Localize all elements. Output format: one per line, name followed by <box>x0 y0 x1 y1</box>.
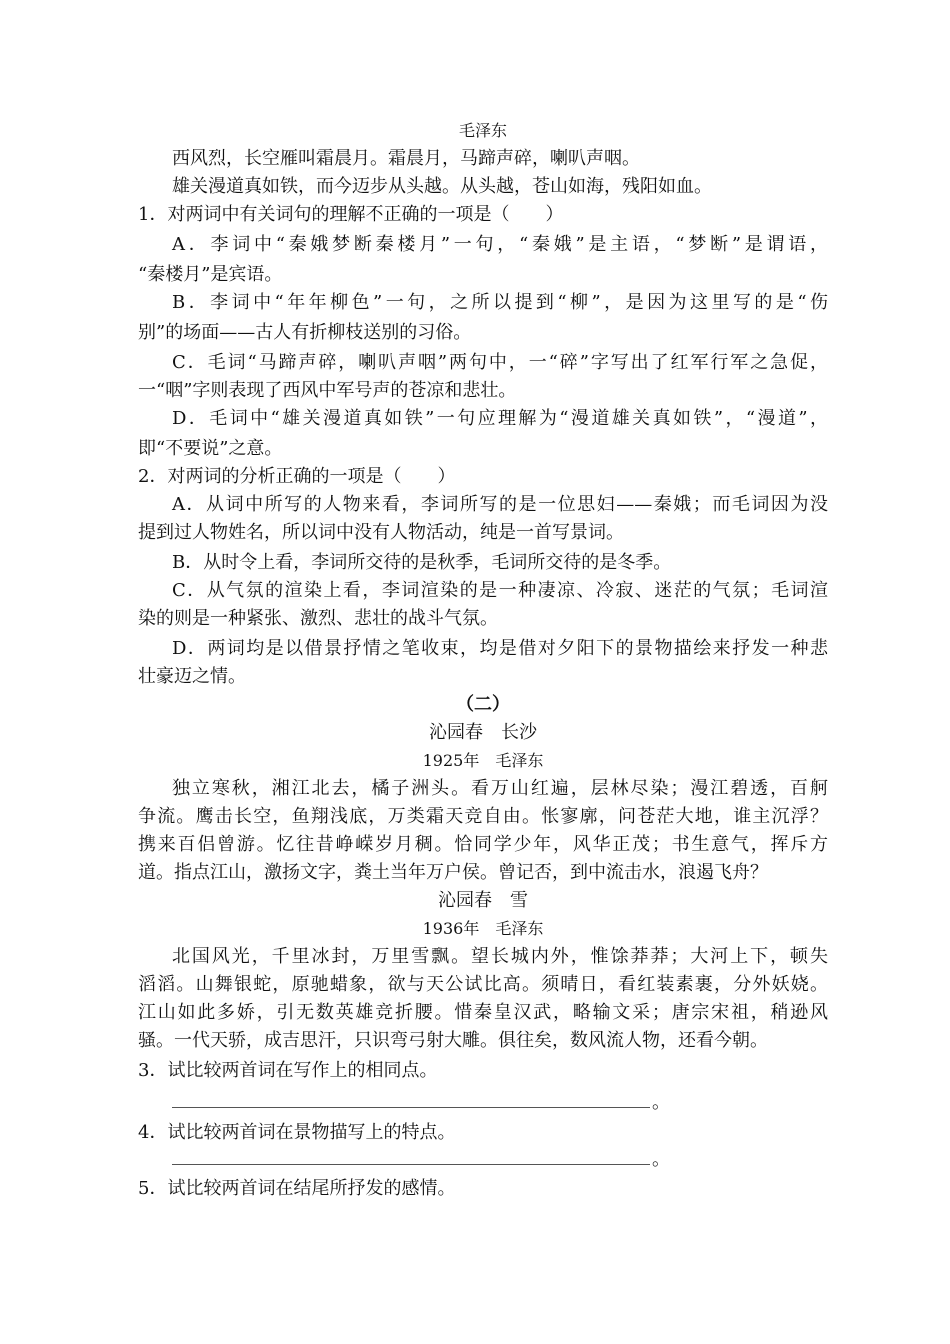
poem-byline: 1936年 毛泽东 <box>422 919 544 938</box>
question-4-answer-line[interactable] <box>172 1164 650 1165</box>
poem-title: 沁园春 长沙 <box>429 722 537 743</box>
poem-author: 毛泽东 <box>458 121 507 140</box>
question-4-stem: 4．试比较两首词在景物描写上的特点。 <box>138 1122 456 1143</box>
poem-line: 携来百侣曾游。忆往昔峥嵘岁月稠。恰同学少年，风华正茂；书生意气，挥斥方 <box>138 834 828 855</box>
poem-line: 争流。鹰击长空，鱼翔浅底，万类霜天竞自由。怅寥廓，问苍茫大地，谁主沉浮？ <box>138 806 828 827</box>
question-1-option-d-cont: 即“不要说”之意。 <box>138 438 283 459</box>
question-5-stem: 5．试比较两首词在结尾所抒发的感情。 <box>138 1178 456 1199</box>
poem-line: 江山如此多娇，引无数英雄竞折腰。惜秦皇汉武，略输文采；唐宗宋祖，稍逊风 <box>138 1002 828 1023</box>
poem-line: 道。指点江山，激扬文字，粪土当年万户侯。曾记否，到中流击水，浪遏飞舟？ <box>138 862 768 883</box>
question-2-option-d: D．两词均是以借景抒情之笔收束，均是借对夕阳下的景物描绘来抒发一种悲 <box>172 638 828 659</box>
poem-line: 雄关漫道真如铁，而今迈步从头越。从头越，苍山如海，残阳如血。 <box>172 176 712 197</box>
question-2-option-d-cont: 壮豪迈之情。 <box>138 666 246 687</box>
question-2-option-b: B．从时令上看，李词所交待的是秋季，毛词所交待的是冬季。 <box>172 552 672 573</box>
question-1-stem: 1．对两词中有关词句的理解不正确的一项是（ ） <box>138 204 564 225</box>
question-2-option-a: A．从词中所写的人物来看，李词所写的是一位思妇——秦娥；而毛词因为没 <box>172 494 828 515</box>
question-2-option-c-cont: 染的则是一种紧张、激烈、悲壮的战斗气氛。 <box>138 608 498 629</box>
poem-line: 独立寒秋，湘江北去，橘子洲头。看万山红遍，层林尽染；漫江碧透，百舸 <box>172 778 828 799</box>
poem-line: 西风烈，长空雁叫霜晨月。霜晨月，马蹄声碎，喇叭声咽。 <box>172 148 640 169</box>
question-2-option-c: C．从气氛的渲染上看，李词渲染的是一种凄凉、冷寂、迷茫的气氛；毛词渲 <box>172 580 828 601</box>
poem-line: 北国风光，千里冰封，万里雪飘。望长城内外，惟馀莽莽；大河上下，顿失 <box>172 946 828 967</box>
question-1-option-c: C．毛词“马蹄声碎，喇叭声咽”两句中，一“碎”字写出了红军行军之急促， <box>172 352 828 373</box>
question-1-option-a-cont: “秦楼月”是宾语。 <box>138 264 283 285</box>
question-2-stem: 2．对两词的分析正确的一项是（ ） <box>138 466 456 487</box>
question-1-option-d: D．毛词中“雄关漫道真如铁”一句应理解为“漫道雄关真如铁”，“漫道”， <box>172 408 828 429</box>
poem-title: 沁园春 雪 <box>438 890 528 911</box>
poem-line: 滔滔。山舞银蛇，原驰蜡象，欲与天公试比高。须晴日，看红装素裹，分外妖娆。 <box>138 974 828 995</box>
question-3-stem: 3．试比较两首词在写作上的相同点。 <box>138 1060 438 1081</box>
question-1-option-a: A．李词中“秦娥梦断秦楼月”一句，“秦娥”是主语，“梦断”是谓语， <box>172 234 828 255</box>
question-3-answer-line[interactable] <box>172 1107 650 1108</box>
question-1-option-b: B．李词中“年年柳色”一句，之所以提到“柳”，是因为这里写的是“伤 <box>172 292 828 313</box>
question-2-option-a-cont: 提到过人物姓名，所以词中没有人物活动，纯是一首写景词。 <box>138 522 624 543</box>
question-3-answer-end: 。 <box>652 1092 670 1113</box>
question-4-answer-end: 。 <box>652 1149 670 1170</box>
poem-byline: 1925年 毛泽东 <box>422 751 544 770</box>
question-1-option-c-cont: 一“咽”字则表现了西风中军号声的苍凉和悲壮。 <box>138 380 517 401</box>
section-heading: （二） <box>456 694 510 715</box>
poem-line: 骚。一代天骄，成吉思汗，只识弯弓射大雕。俱往矣，数风流人物，还看今朝。 <box>138 1030 768 1051</box>
question-1-option-b-cont: 别”的场面——古人有折柳枝送别的习俗。 <box>138 322 472 343</box>
